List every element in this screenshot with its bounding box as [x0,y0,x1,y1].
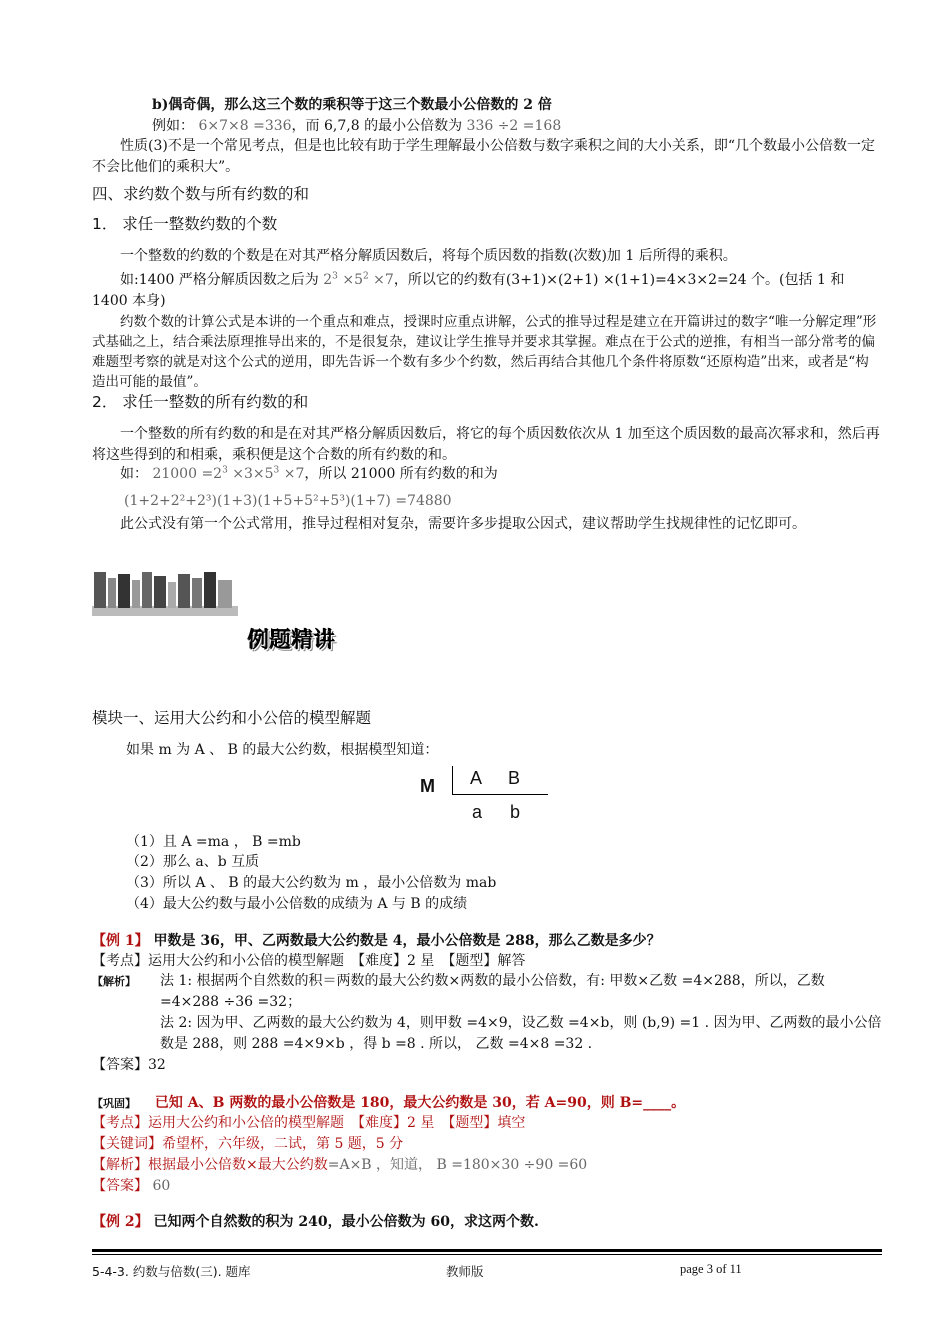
section4-sub1: 1． 求任一整数约数的个数 [92,215,278,233]
divisor-count-paragraph: 一个整数的约数的个数是在对其严格分解质因数后，将每个质因数的指数(次数)加 1 后所得的乘积。 [120,248,737,264]
example2-question: 已知两个自然数的积为 240，最小公倍数为 60，求这两个数. [153,1214,539,1230]
example-1400-b: ，所以它的约数有(3+1)×(2+1) ×(1+1)=4×3×2=24 个。(包括 1 和 1400 本身) [92,272,845,309]
gonggu-solution [92,1155,882,1176]
banner-title: 例题精讲 [248,628,336,652]
example-line [92,116,942,137]
example1-answer: 【答案】32 [92,1057,166,1073]
divisor-sum-formula-text: (1+2+2²+2³)(1+3)(1+5+5²+5³)(1+7) =74880 [124,493,452,509]
diagram-bottom-b: b [510,802,521,822]
footer-rule-thin [92,1254,882,1255]
example1-tag: 【例 1】 [92,933,149,949]
gonggu-question: 已知 A、B 两数的最小公倍数是 180，最大公约数是 30，若 A=90，则 B=____。 [154,1095,686,1111]
example2-question-line [92,1212,882,1233]
divisor-sum-example [92,464,910,485]
diagram-vertical-line [452,766,453,794]
diagram-bottom-a: a [472,802,483,822]
example1-solution [92,971,882,1055]
footer-doc-title: 5-4-3. 约数与倍数(三). 题库 [92,1264,251,1279]
gonggu-answer-value: 60 [152,1178,171,1194]
example-21000-b: ，所以 21000 所有约数的和为 [304,466,498,482]
example1-question: 甲数是 36，甲、乙两数最大公约数是 4，最小公倍数是 288，那么乙数是多少？ [153,933,661,949]
example2-tag: 【例 2】 [92,1214,149,1230]
divisor-count-example [92,270,882,312]
diagram-m: M [420,776,435,796]
gonggu-answer-tag: 【答案】 [92,1178,148,1194]
property3-paragraph: 性质(3)不是一个常见考点，但是也比较有助于学生理解最小公倍数与数字乘积之间的大小关系，即“几个数最小公倍数一定不会比他们的乘积大”。 [92,138,875,175]
divisor-sum-paragraph: 一个整数的所有约数的和是在对其严格分解质因数后，将它的每个质因数依次从 1 加至这个质因数的最高次幂求和，然后再将这些得到的和相乘，乘积便是这个合数的所有约数的和。 [92,426,880,463]
case-b-text: b)偶奇偶，那么这三个数的乘积等于这三个数最小公倍数的 2 倍 [152,97,552,113]
model-item-2: （2）那么 a、b 互质 [126,854,260,870]
model-item-3: （3）所以 A 、 B 的最大公约数为 m ，最小公倍数为 mab [126,875,497,891]
factorization-1400: $2^3 \times 5^2 \times 7$ [323,271,394,288]
model-item-1: （1）且 A =ma ， B =mb [126,834,301,850]
example1-method2: 法 2: 因为甲、乙两数的最大公约数为 4，则甲数 =4×9，设乙数 =4×b，则 (b,9) =1 . 因为甲、乙两数的最小公倍数是 288，则 288 =4×9×b ，得 b =8 . 所以， 乙数 =4×8 =32 . [160,1015,882,1052]
gonggu-solution-b: =A×B ，知道， B =180×30 ÷90 =60 [327,1157,588,1173]
footer-rule-thick [92,1249,882,1252]
example-21000-a: 如： [120,466,148,482]
example-formula: 6×7×8 =336 [198,118,292,134]
example1-question-line [92,931,882,952]
diagram-top-b: B [508,768,521,788]
gcd-lcm-model-diagram [420,764,560,826]
divisor-sum-notes: 此公式没有第一个公式常用，推导过程相对复杂，需要许多步提取公因式，建议帮助学生找规律性的记忆即可。 [120,516,806,532]
gonggu-solution-a: 【解析】根据最小公倍数×最大公约数 [92,1157,328,1173]
section4-sub2: 2． 求任一整数的所有约数的和 [92,393,309,411]
divisor-count-notes: 约数个数的计算公式是本讲的一个重点和难点，授课时应重点讲解，公式的推导过程是建立在开篇讲过的数字“唯一分解定理”形式基础之上，结合乘法原理推导出来的，不是很复杂，建议让学生推导并要求其掌握。难点在于公式的逆推，有相当一部分常考的偏难题型考察的就是对这个公式的逆用，即先告诉一个数有多少个约数，然后再结合其他几个条件将原数“还原构造”出来，或者是“构造出可能的最值”。 [92,314,877,390]
example1-method1: 法 1: 根据两个自然数的积＝两数的最大公约数×两数的最小公倍数，有: 甲数×乙数 =4×288，所以，乙数 =4×288 ÷36 =32； [160,973,825,1010]
books-illustration [92,570,238,622]
gonggu-question-line [92,1093,882,1114]
example1-kaodian: 【考点】运用大公约和小公倍的模型解题 【难度】2 星 【题型】解答 [92,953,526,969]
gonggu-keywords: 【关键词】希望杯，六年级，二试，第 5 题，5 分 [92,1136,404,1152]
module1-heading: 模块一、运用大公约和小公倍的模型解题 [92,709,372,727]
diagram-top-a: A [470,768,483,788]
gonggu-tag: 【巩固】 [92,1097,136,1110]
divisor-sum-formula [92,491,914,512]
example1-jiexi-tag: 【解析】 [92,975,136,988]
footer-edition: 教师版 [446,1264,484,1279]
example-rest: ，而 6,7,8 的最小公倍数为 [291,118,463,134]
example-1400-a: 如:1400 严格分解质因数之后为 [120,272,319,288]
example-formula2: 336 ÷2 =168 [466,118,562,134]
diagram-horizontal-line [452,794,548,795]
gonggu-answer [92,1176,882,1197]
model-item-4: （4）最大公约数与最小公倍数的成绩为 A 与 B 的成绩 [126,896,468,912]
factorization-21000: $21000 =2^3 \times 3\times 5^3 \times 7$ [152,465,305,482]
section4-heading: 四、求约数个数与所有约数的和 [92,185,310,203]
gonggu-kaodian: 【考点】运用大公约和小公倍的模型解题 【难度】2 星 【题型】填空 [92,1115,526,1131]
footer-page-number: page 3 of 11 [680,1262,742,1276]
module1-intro: 如果 m 为 A 、 B 的最大公约数，根据模型知道： [126,742,439,758]
example-label: 例如： [152,118,194,134]
